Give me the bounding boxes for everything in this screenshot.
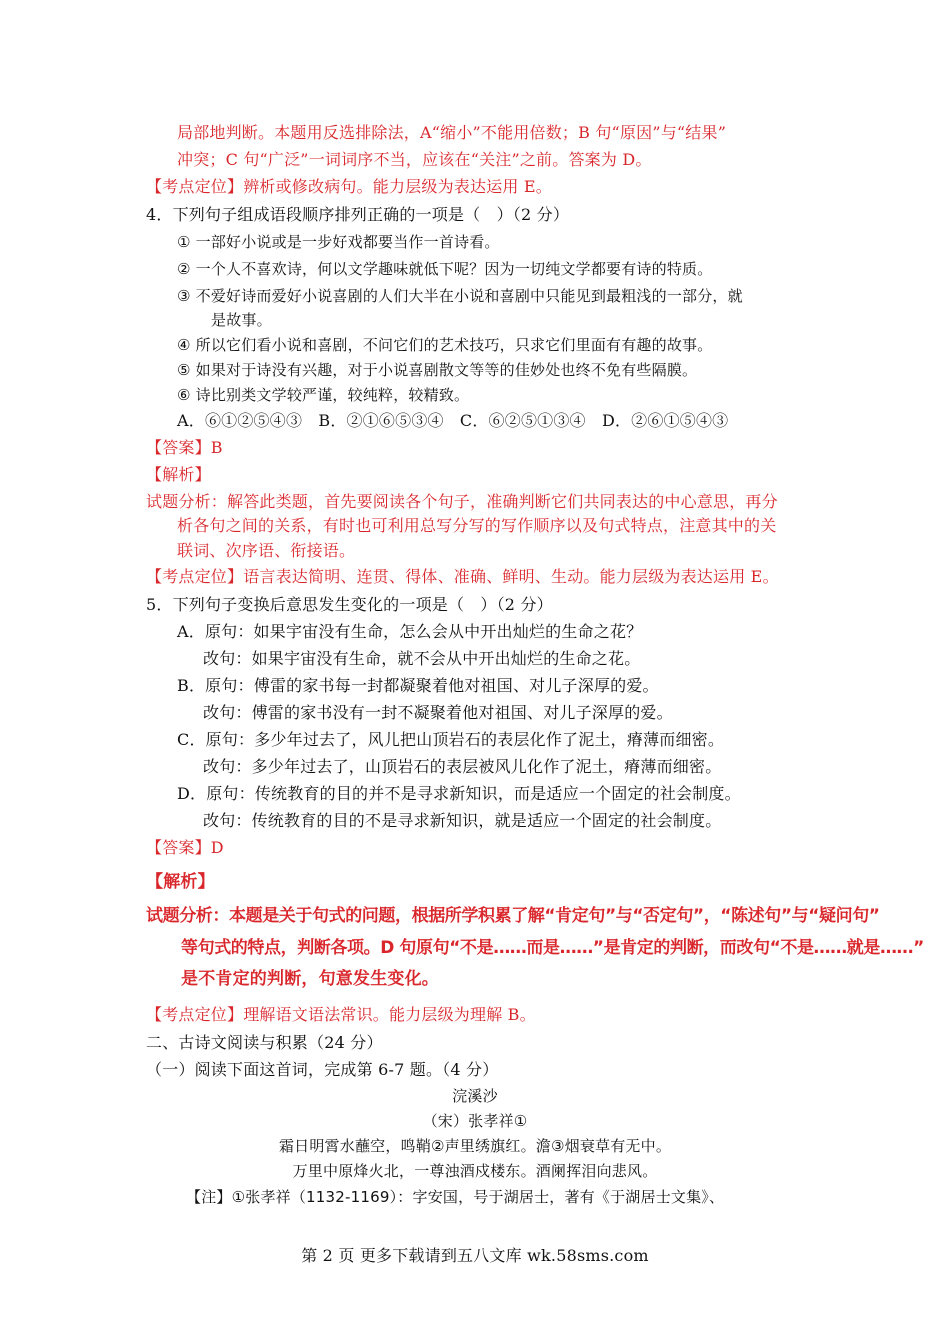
q3-analysis-line-1: 局部地判断。本题用反选排除法，A“缩小”不能用倍数；B 句“原因”与“结果” bbox=[177, 123, 727, 142]
q5-stem: 5．下列句子变换后意思发生变化的一项是（ ）（2 分） bbox=[146, 595, 553, 614]
poem-line-2: 万里中原烽火北，一尊浊酒戍楼东。酒阑挥泪向悲风。 bbox=[292, 1162, 658, 1180]
q4-sentence-1: ① 一部好小说或是一步好戏都要当作一首诗看。 bbox=[177, 233, 500, 251]
q5-analysis-line-1: 试题分析：本题是关于句式的问题，根据所学积累了解“肯定句”与“否定句”，“陈述句”与“疑问句” bbox=[146, 906, 880, 926]
q5-option-a-original: A．原句：如果宇宙没有生命，怎么会从中开出灿烂的生命之花？ bbox=[177, 622, 643, 641]
poem-author: （宋）张孝祥① bbox=[422, 1112, 528, 1130]
q5-option-d-changed: 改句：传统教育的目的不是寻求新知识，就是适应一个固定的社会制度。 bbox=[203, 811, 722, 830]
q4-sentence-3: ③ 不爱好诗而爱好小说喜剧的人们大半在小说和喜剧中只能见到最粗浅的一部分，就 bbox=[177, 287, 743, 305]
q4-analysis-line-2: 析各句之间的关系，有时也可利用总写分写的写作顺序以及句式特点，注意其中的关 bbox=[177, 516, 777, 535]
q4-sentence-6: ⑥ 诗比别类文学较严谨，较纯粹，较精致。 bbox=[177, 386, 470, 404]
poem-note: 【注】①张孝祥（1132-1169）：字安国，号于湖居士，著有《于湖居士文集》、 bbox=[186, 1188, 725, 1206]
poem-title: 浣溪沙 bbox=[452, 1087, 498, 1105]
q4-analysis-line-3: 联词、次序语、衔接语。 bbox=[177, 541, 356, 560]
poem-line-1: 霜日明霄水蘸空，鸣鞘②声里绣旗红。澹③烟衰草有无中。 bbox=[278, 1137, 672, 1155]
q4-stem: 4．下列句子组成语段顺序排列正确的一项是（ ）（2 分） bbox=[146, 205, 570, 224]
q5-analysis-line-2: 等句式的特点，判断各项。D 句原句“不是……而是……”是肯定的判断，而改句“不是……就是……” bbox=[181, 938, 924, 958]
q5-option-b-original: B．原句：傅雷的家书每一封都凝聚着他对祖国、对儿子深厚的爱。 bbox=[177, 676, 659, 695]
q4-answer: 【答案】B bbox=[146, 438, 223, 457]
q5-kaodian: 【考点定位】理解语文语法常识。能力层级为理解 B。 bbox=[146, 1005, 536, 1024]
section-2-heading: 二、古诗文阅读与积累（24 分） bbox=[146, 1033, 383, 1052]
page-footer: 第 2 页 更多下载请到五八文库 wk.58sms.com bbox=[301, 1246, 649, 1265]
q4-sentence-2: ② 一个人不喜欢诗，何以文学趣味就低下呢？因为一切纯文学都要有诗的特质。 bbox=[177, 260, 713, 278]
q4-jiexi-label: 【解析】 bbox=[146, 465, 211, 484]
q5-option-d-original: D．原句：传统教育的目的并不是寻求新知识，而是适应一个固定的社会制度。 bbox=[177, 784, 741, 803]
q5-option-c-original: C．原句：多少年过去了，风儿把山顶岩石的表层化作了泥土，瘠薄而细密。 bbox=[177, 730, 725, 749]
q5-jiexi-label: 【解析】 bbox=[146, 872, 215, 892]
q4-options: A．⑥①②⑤④③ B．②①⑥⑤③④ C．⑥②⑤①③④ D．②⑥①⑤④③ bbox=[177, 411, 729, 430]
section-2-subheading: （一）阅读下面这首词，完成第 6-7 题。（4 分） bbox=[146, 1060, 499, 1079]
q5-option-a-changed: 改句：如果宇宙没有生命，就不会从中开出灿烂的生命之花。 bbox=[203, 649, 641, 668]
q5-option-c-changed: 改句：多少年过去了，山顶岩石的表层被风儿化作了泥土，瘠薄而细密。 bbox=[203, 757, 722, 776]
q5-option-b-changed: 改句：傅雷的家书没有一封不凝聚着他对祖国、对儿子深厚的爱。 bbox=[203, 703, 673, 722]
q4-sentence-4: ④ 所以它们看小说和喜剧，不问它们的艺术技巧，只求它们里面有有趣的故事。 bbox=[177, 336, 713, 354]
q4-sentence-3-cont: 是故事。 bbox=[211, 311, 272, 329]
q4-kaodian: 【考点定位】语言表达简明、连贯、得体、准确、鲜明、生动。能力层级为表达运用 E。 bbox=[146, 567, 779, 586]
q4-analysis-line-1: 试题分析：解答此类题，首先要阅读各个句子，准确判断它们共同表达的中心意思，再分 bbox=[146, 492, 778, 511]
q3-analysis-line-2: 冲突；C 句“广泛”一词词序不当，应该在“关注”之前。答案为 D。 bbox=[177, 150, 652, 169]
q5-analysis-line-3: 是不肯定的判断，句意发生变化。 bbox=[181, 969, 439, 989]
q3-kaodian: 【考点定位】辨析或修改病句。能力层级为表达运用 E。 bbox=[146, 177, 552, 196]
q4-sentence-5: ⑤ 如果对于诗没有兴趣，对于小说喜剧散文等等的佳妙处也终不免有些隔膜。 bbox=[177, 361, 698, 379]
q5-answer: 【答案】D bbox=[146, 838, 224, 857]
